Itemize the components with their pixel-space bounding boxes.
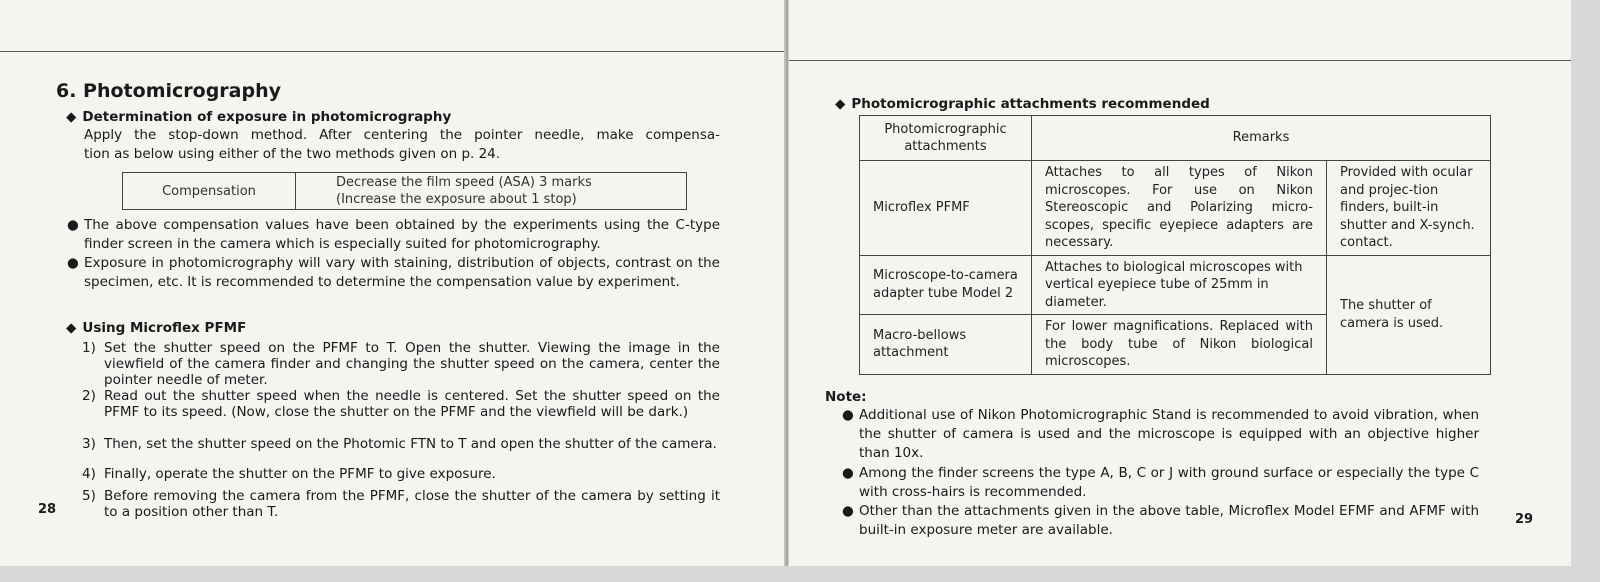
step-number: 1) <box>82 340 96 356</box>
bullet-exposure-variation <box>67 254 720 292</box>
attachments-table <box>859 115 1491 375</box>
bullet-compensation-basis-text: The above compensation values have been obtained by the experiments using the C-type finder screen in the camera which is especially suited for photomicrography. <box>84 217 720 252</box>
bullet-dot-icon: ● <box>842 407 854 423</box>
compensation-table <box>122 172 687 210</box>
step-number: 5) <box>82 488 96 504</box>
note-stand-text: Additional use of Nikon Photomicrographic Stand is recommended to avoid vibration, when the shutter of camera is used and the microscope is equipped with an objective higher than 10x. <box>859 407 1479 461</box>
step-4 <box>82 466 720 482</box>
note-label: Note: <box>825 389 867 405</box>
row-bellows-remark: For lower magnifications. Replaced with the body tube of Nikon biological microscopes. <box>1032 315 1327 375</box>
exposure-subheading <box>66 109 451 125</box>
diamond-bullet-icon: ◆ <box>66 320 77 336</box>
step-text: Then, set the shutter speed on the Photomic FTN to T and open the shutter of the camera. <box>104 436 717 452</box>
compensation-value-cell <box>296 173 687 210</box>
bullet-dot-icon: ● <box>842 503 854 519</box>
bullet-exposure-variation-text: Exposure in photomicrography will vary with staining, distribution of objects, contrast on the specimen, etc. It is recommended to determine the compensation value by experiment. <box>84 255 720 290</box>
step-5 <box>82 488 720 520</box>
note-other-attachments <box>842 502 1479 540</box>
right-page <box>788 0 1571 566</box>
step-2 <box>82 388 720 420</box>
note-stand <box>842 406 1479 463</box>
step-number: 2) <box>82 388 96 404</box>
exposure-intro-line2: tion as below using either of the two methods given on p. 24. <box>84 146 501 162</box>
compensation-value-line1: Decrease the film speed (ASA) 3 marks <box>336 175 592 190</box>
table-row <box>860 161 1491 256</box>
header-attachments: Photomicrographic attachments <box>860 116 1032 161</box>
row-microflex-remark: Attaches to all types of Nikon microscopes. For use on Nikon Stereoscopic and Polarizing micro-scopes, specific eyepiece adapters are necessary. <box>1032 161 1327 256</box>
row-adapter-remark: Attaches to biological microscopes with vertical eyepiece tube of 25mm in diameter. <box>1032 255 1327 315</box>
note-finder-screens-text: Among the finder screens the type A, B, C or J with ground surface or especially the type C with cross-hairs is recommended. <box>859 465 1479 500</box>
attachments-heading <box>835 96 1210 112</box>
left-page <box>0 0 787 566</box>
bullet-dot-icon: ● <box>67 255 79 271</box>
step-text: Set the shutter speed on the PFMF to T. Open the shutter. Viewing the image in the viewfield of the camera finder and changing the shutter speed on the camera, center the pointer needle of meter. <box>104 340 720 388</box>
microflex-subheading <box>66 320 246 336</box>
diamond-bullet-icon: ◆ <box>66 109 77 125</box>
bullet-compensation-basis <box>67 216 720 254</box>
row-microflex-name: Microflex PFMF <box>860 161 1032 256</box>
row-adapter-name: Microscope-to-camera adapter tube Model 2 <box>860 255 1032 315</box>
step-1 <box>82 340 720 388</box>
top-rule-right <box>789 60 1571 61</box>
step-text: Finally, operate the shutter on the PFMF to give exposure. <box>104 466 496 482</box>
page-number-right: 29 <box>1515 512 1534 527</box>
bullet-dot-icon: ● <box>842 465 854 481</box>
diamond-bullet-icon: ◆ <box>835 96 846 112</box>
compensation-value-line2: (Increase the exposure about 1 stop) <box>336 192 577 207</box>
step-number: 3) <box>82 436 96 452</box>
top-rule-left <box>0 51 786 52</box>
exposure-intro-line1: Apply the stop-down method. After centering the pointer needle, make compensa- <box>84 127 720 143</box>
table-row <box>860 255 1491 315</box>
row-bellows-name: Macro-bellows attachment <box>860 315 1032 375</box>
note-finder-screens <box>842 464 1479 502</box>
step-3 <box>82 436 720 452</box>
note-other-attachments-text: Other than the attachments given in the above table, Microflex Model EFMF and AFMF with built-in exposure meter are available. <box>859 503 1479 538</box>
row-microflex-side: Provided with ocular and projec-tion finders, built-in shutter and X-synch. contact. <box>1327 161 1491 256</box>
microflex-subheading-text: Using Microflex PFMF <box>82 320 247 336</box>
page-number-left: 28 <box>38 502 57 517</box>
step-number: 4) <box>82 466 96 482</box>
header-remarks: Remarks <box>1032 116 1491 161</box>
step-text: Before removing the camera from the PFMF, close the shutter of the camera by setting it to a position other than T. <box>104 488 720 520</box>
step-text: Read out the shutter speed when the needle is centered. Set the shutter speed on the PFMF to its speed. (Now, close the shutter on the PFMF and the viewfield will be dark.) <box>104 388 720 420</box>
section-title: 6. Photomicrography <box>56 80 281 102</box>
table-header-row <box>860 116 1491 161</box>
shared-shutter-cell: The shutter of camera is used. <box>1327 255 1491 374</box>
exposure-subheading-text: Determination of exposure in photomicrography <box>82 109 452 125</box>
attachments-heading-text: Photomicrographic attachments recommended <box>851 96 1210 112</box>
compensation-label-cell: Compensation <box>123 173 296 210</box>
bullet-dot-icon: ● <box>67 217 79 233</box>
